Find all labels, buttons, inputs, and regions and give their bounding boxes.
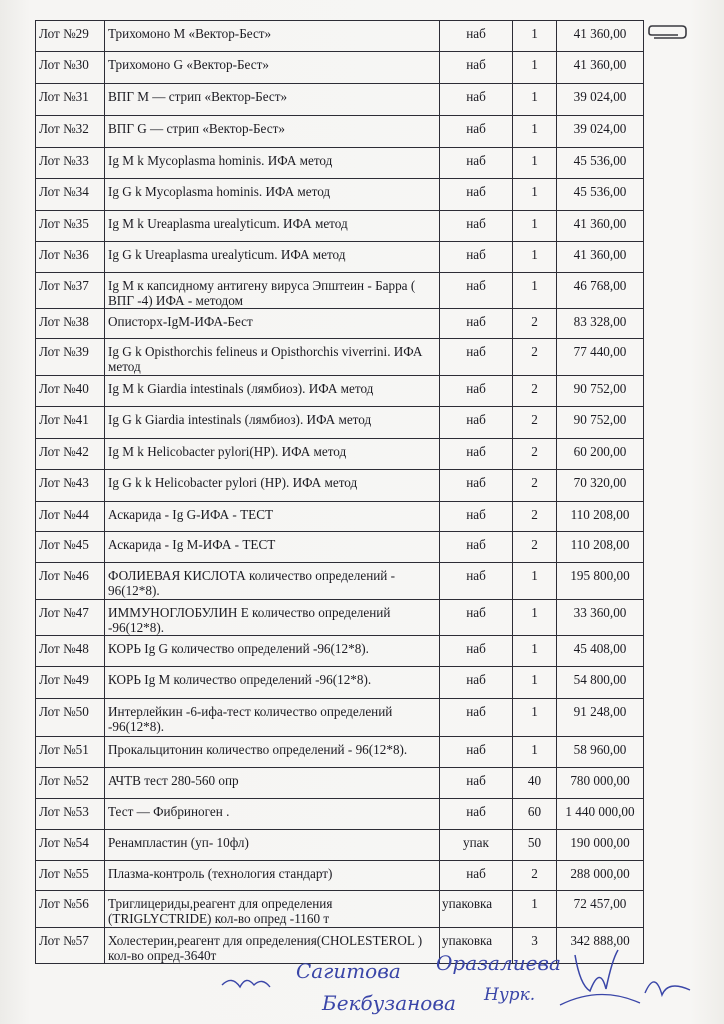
item-name-cell: Интерлейкин -6-ифа-тест количество определений -96(12*8).: [105, 699, 440, 737]
amount-cell: 41 360,00: [557, 21, 644, 52]
lot-row: [36, 830, 644, 861]
unit-cell: наб: [440, 439, 513, 470]
unit-cell: наб: [440, 179, 513, 211]
item-name-cell: КОРЬ Ig М количество определений -96(12*8).: [105, 667, 440, 699]
amount-cell: 45 536,00: [557, 148, 644, 179]
unit-cell: наб: [440, 636, 513, 667]
quantity-cell: 2: [513, 532, 557, 563]
lot-row: [36, 211, 644, 242]
lot-row: [36, 563, 644, 600]
quantity-cell: 2: [513, 502, 557, 532]
paperclip-icon: [648, 22, 688, 44]
item-name-cell: Тест — Фибриноген .: [105, 799, 440, 830]
amount-cell: 77 440,00: [557, 339, 644, 376]
item-name-cell: Трихомоно G «Вектор-Бест»: [105, 52, 440, 84]
quantity-cell: 2: [513, 376, 557, 407]
unit-cell: наб: [440, 211, 513, 242]
lot-number-cell: Лот №29: [36, 21, 105, 52]
item-name-cell: Аскарида - Ig М-ИФА - ТЕСТ: [105, 532, 440, 563]
lot-row: [36, 699, 644, 737]
item-name-cell: Ig M k Ureaplasma urealyticum. ИФА метод: [105, 211, 440, 242]
lot-number-cell: Лот №51: [36, 737, 105, 768]
lot-row: [36, 273, 644, 309]
lot-row: [36, 636, 644, 667]
item-name-cell: Ig G k Opisthorchis felineus и Opisthorchis viverrini. ИФА метод: [105, 339, 440, 376]
lot-number-cell: Лот №47: [36, 600, 105, 636]
unit-cell: наб: [440, 600, 513, 636]
quantity-cell: 1: [513, 636, 557, 667]
lot-row: [36, 84, 644, 116]
signature-sagitova: Сагитова: [296, 959, 401, 983]
unit-cell: наб: [440, 148, 513, 179]
lot-number-cell: Лот №50: [36, 699, 105, 737]
lot-number-cell: Лот №37: [36, 273, 105, 309]
lot-row: [36, 768, 644, 799]
lot-number-cell: Лот №53: [36, 799, 105, 830]
amount-cell: 70 320,00: [557, 470, 644, 502]
amount-cell: 45 536,00: [557, 179, 644, 211]
unit-cell: наб: [440, 84, 513, 116]
quantity-cell: 1: [513, 52, 557, 84]
quantity-cell: 2: [513, 470, 557, 502]
lot-number-cell: Лот №55: [36, 861, 105, 891]
lot-row: [36, 439, 644, 470]
lot-row: [36, 502, 644, 532]
amount-cell: 780 000,00: [557, 768, 644, 799]
item-name-cell: Ig M k Giardia intestinals (лямбиоз). ИФА метод: [105, 376, 440, 407]
unit-cell: наб: [440, 861, 513, 891]
lot-row: [36, 861, 644, 891]
amount-cell: 190 000,00: [557, 830, 644, 861]
lot-number-cell: Лот №35: [36, 211, 105, 242]
lot-row: [36, 667, 644, 699]
quantity-cell: 3: [513, 928, 557, 964]
quantity-cell: 2: [513, 439, 557, 470]
amount-cell: 288 000,00: [557, 861, 644, 891]
quantity-cell: 1: [513, 563, 557, 600]
quantity-cell: 1: [513, 211, 557, 242]
signature-orazalieva: Оразалиева: [436, 951, 561, 975]
lot-number-cell: Лот №45: [36, 532, 105, 563]
quantity-cell: 50: [513, 830, 557, 861]
quantity-cell: 1: [513, 179, 557, 211]
amount-cell: 110 208,00: [557, 532, 644, 563]
lot-number-cell: Лот №34: [36, 179, 105, 211]
unit-cell: наб: [440, 309, 513, 339]
quantity-cell: 2: [513, 407, 557, 439]
quantity-cell: 1: [513, 600, 557, 636]
lot-row: [36, 116, 644, 148]
signature-bekbuzanova: Бекбузанова: [322, 991, 456, 1015]
item-name-cell: ФОЛИЕВАЯ КИСЛОТА количество определений - 96(12*8).: [105, 563, 440, 600]
item-name-cell: Холестерин,реагент для определения(CHOLESTEROL ) кол-во опред-3640т: [105, 928, 440, 964]
item-name-cell: КОРЬ Ig G количество определений -96(12*8).: [105, 636, 440, 667]
quantity-cell: 1: [513, 273, 557, 309]
item-name-cell: АЧТВ тест 280-560 опр: [105, 768, 440, 799]
amount-cell: 45 408,00: [557, 636, 644, 667]
amount-cell: 83 328,00: [557, 309, 644, 339]
signature-nurk: Нурк.: [484, 985, 536, 1005]
item-name-cell: Ig М k Mycoplasma hominis. ИФА метод: [105, 148, 440, 179]
item-name-cell: Ig М к капсидному антигену вируса Эпштеин - Барра ( ВПГ -4) ИФА - методом: [105, 273, 440, 309]
lot-row: [36, 179, 644, 211]
lot-number-cell: Лот №48: [36, 636, 105, 667]
item-name-cell: Ig G k Mycoplasma hominis. ИФА метод: [105, 179, 440, 211]
lot-row: [36, 309, 644, 339]
quantity-cell: 2: [513, 339, 557, 376]
item-name-cell: Плазма-контроль (технология стандарт): [105, 861, 440, 891]
lot-number-cell: Лот №32: [36, 116, 105, 148]
lot-number-cell: Лот №49: [36, 667, 105, 699]
unit-cell: наб: [440, 273, 513, 309]
signatures-area: [0, 945, 724, 1024]
amount-cell: 110 208,00: [557, 502, 644, 532]
lot-row: [36, 407, 644, 439]
amount-cell: 91 248,00: [557, 699, 644, 737]
quantity-cell: 2: [513, 309, 557, 339]
lot-row: [36, 891, 644, 928]
lot-number-cell: Лот №36: [36, 242, 105, 273]
lots-table: [35, 20, 644, 964]
item-name-cell: Триглицериды,реагент для определения (TRIGLYCTRIDE) кол-во опред -1160 т: [105, 891, 440, 928]
item-name-cell: Описторх-IgM-ИФА-Бест: [105, 309, 440, 339]
lot-number-cell: Лот №54: [36, 830, 105, 861]
lot-number-cell: Лот №30: [36, 52, 105, 84]
amount-cell: 41 360,00: [557, 211, 644, 242]
unit-cell: наб: [440, 799, 513, 830]
unit-cell: упаковка: [440, 891, 513, 928]
unit-cell: наб: [440, 470, 513, 502]
amount-cell: 60 200,00: [557, 439, 644, 470]
unit-cell: наб: [440, 699, 513, 737]
unit-cell: наб: [440, 376, 513, 407]
amount-cell: 33 360,00: [557, 600, 644, 636]
quantity-cell: 1: [513, 242, 557, 273]
lot-row: [36, 339, 644, 376]
amount-cell: 90 752,00: [557, 376, 644, 407]
lot-number-cell: Лот №42: [36, 439, 105, 470]
lot-number-cell: Лот №44: [36, 502, 105, 532]
item-name-cell: Трихомоно М «Вектор-Бест»: [105, 21, 440, 52]
lot-number-cell: Лот №46: [36, 563, 105, 600]
quantity-cell: 60: [513, 799, 557, 830]
lot-row: [36, 148, 644, 179]
item-name-cell: ВПГ G — стрип «Вектор-Бест»: [105, 116, 440, 148]
amount-cell: 54 800,00: [557, 667, 644, 699]
lot-number-cell: Лот №40: [36, 376, 105, 407]
item-name-cell: Ig G k Ureaplasma urealyticum. ИФА метод: [105, 242, 440, 273]
quantity-cell: 1: [513, 737, 557, 768]
lot-number-cell: Лот №38: [36, 309, 105, 339]
quantity-cell: 1: [513, 667, 557, 699]
unit-cell: наб: [440, 21, 513, 52]
lot-number-cell: Лот №41: [36, 407, 105, 439]
unit-cell: наб: [440, 502, 513, 532]
item-name-cell: Прокальцитонин количество определений - 96(12*8).: [105, 737, 440, 768]
quantity-cell: 1: [513, 148, 557, 179]
quantity-cell: 1: [513, 21, 557, 52]
quantity-cell: 1: [513, 116, 557, 148]
amount-cell: 46 768,00: [557, 273, 644, 309]
amount-cell: 58 960,00: [557, 737, 644, 768]
amount-cell: 1 440 000,00: [557, 799, 644, 830]
item-name-cell: Ig G k k Helicobacter pylori (HP). ИФА метод: [105, 470, 440, 502]
quantity-cell: 1: [513, 699, 557, 737]
item-name-cell: Аскарида - Ig G-ИФА - ТЕСТ: [105, 502, 440, 532]
unit-cell: наб: [440, 737, 513, 768]
unit-cell: упак: [440, 830, 513, 861]
unit-cell: наб: [440, 768, 513, 799]
amount-cell: 39 024,00: [557, 116, 644, 148]
quantity-cell: 1: [513, 84, 557, 116]
amount-cell: 90 752,00: [557, 407, 644, 439]
amount-cell: 195 800,00: [557, 563, 644, 600]
lot-row: [36, 242, 644, 273]
amount-cell: 39 024,00: [557, 84, 644, 116]
amount-cell: 342 888,00: [557, 928, 644, 964]
unit-cell: наб: [440, 532, 513, 563]
lot-number-cell: Лот №52: [36, 768, 105, 799]
lot-row: [36, 21, 644, 52]
unit-cell: наб: [440, 407, 513, 439]
unit-cell: наб: [440, 52, 513, 84]
item-name-cell: Ig G k Giardia intestinals (лямбиоз). ИФА метод: [105, 407, 440, 439]
unit-cell: наб: [440, 339, 513, 376]
unit-cell: наб: [440, 116, 513, 148]
lot-row: [36, 376, 644, 407]
unit-cell: наб: [440, 563, 513, 600]
item-name-cell: ИММУНОГЛОБУЛИН Е количество определений -96(12*8).: [105, 600, 440, 636]
unit-cell: наб: [440, 242, 513, 273]
quantity-cell: 40: [513, 768, 557, 799]
lot-row: [36, 532, 644, 563]
lot-number-cell: Лот №33: [36, 148, 105, 179]
quantity-cell: 2: [513, 861, 557, 891]
lot-number-cell: Лот №57: [36, 928, 105, 964]
lot-row: [36, 52, 644, 84]
lot-row: [36, 799, 644, 830]
lot-number-cell: Лот №43: [36, 470, 105, 502]
amount-cell: 41 360,00: [557, 242, 644, 273]
lot-row: [36, 470, 644, 502]
unit-cell: упаковка: [440, 928, 513, 964]
item-name-cell: ВПГ М — стрип «Вектор-Бест»: [105, 84, 440, 116]
item-name-cell: Ренампластин (уп- 10фл): [105, 830, 440, 861]
quantity-cell: 1: [513, 891, 557, 928]
lot-number-cell: Лот №39: [36, 339, 105, 376]
lot-row: [36, 737, 644, 768]
unit-cell: наб: [440, 667, 513, 699]
amount-cell: 41 360,00: [557, 52, 644, 84]
amount-cell: 72 457,00: [557, 891, 644, 928]
lot-number-cell: Лот №56: [36, 891, 105, 928]
item-name-cell: Ig M k Helicobacter pylori(HP). ИФА метод: [105, 439, 440, 470]
lot-row: [36, 600, 644, 636]
lot-number-cell: Лот №31: [36, 84, 105, 116]
